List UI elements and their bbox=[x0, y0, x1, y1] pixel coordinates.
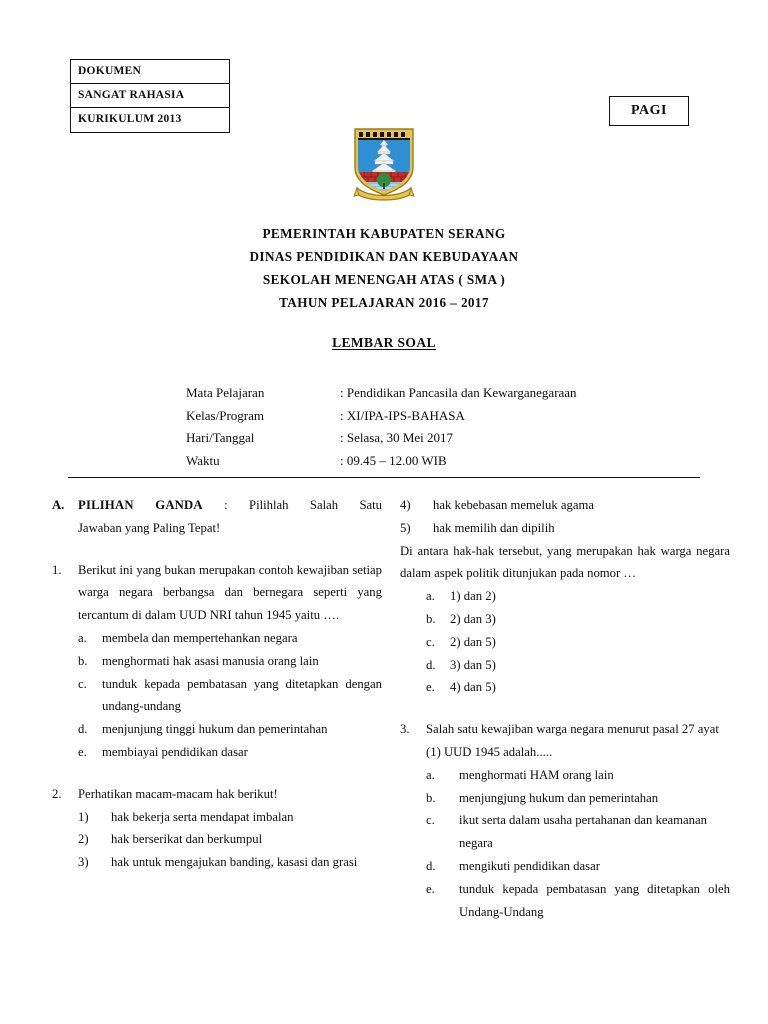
option-text: ikut serta dalam usaha pertahanan dan keamanan negara bbox=[459, 813, 708, 851]
meta-value-time: : 09.45 – 12.00 WIB bbox=[340, 452, 447, 468]
question-3-option-d[interactable] bbox=[400, 855, 730, 878]
option-text: membiayai pendidikan dasar bbox=[102, 744, 248, 759]
meta-label-class: Kelas/Program bbox=[186, 407, 264, 423]
section-letter: A. bbox=[52, 498, 65, 512]
option-key: b. bbox=[78, 653, 88, 668]
meta-row-class bbox=[186, 405, 656, 428]
document-classification-box bbox=[70, 59, 230, 133]
meta-label-time: Waktu bbox=[186, 452, 220, 468]
question-columns bbox=[0, 494, 768, 1014]
question-2-item-2 bbox=[52, 828, 382, 851]
option-key: c. bbox=[426, 634, 435, 649]
option-text: tunduk kepada pembatasan yang ditetapkan oleh Undang-Undang bbox=[459, 881, 730, 919]
question-3-stem bbox=[400, 718, 730, 764]
meta-value-class: : XI/IPA-IPS-BAHASA bbox=[340, 407, 465, 423]
item-key: 2) bbox=[78, 832, 89, 847]
question-2-option-d[interactable] bbox=[400, 654, 730, 677]
heading-line-dinas: DINAS PENDIDIKAN DAN KEBUDAYAAN bbox=[249, 249, 519, 264]
option-key: c. bbox=[426, 813, 435, 828]
question-3-text: Salah satu kewajiban warga negara menurut pasal 27 ayat (1) UUD 1945 adalah..... bbox=[426, 722, 719, 759]
meta-label-subject: Mata Pelajaran bbox=[186, 385, 265, 400]
option-key: c. bbox=[78, 676, 87, 691]
exam-metadata bbox=[186, 382, 656, 472]
question-1-option-e[interactable] bbox=[52, 741, 382, 764]
emblem-container bbox=[0, 126, 768, 202]
section-title: PILIHAN GANDA bbox=[78, 498, 203, 512]
question-2-items bbox=[52, 806, 382, 874]
question-2-item-5 bbox=[400, 517, 730, 540]
meta-value-date: : Selasa, 30 Mei 2017 bbox=[340, 430, 454, 445]
institution-heading bbox=[0, 222, 768, 314]
option-text: menjunjung tinggi hukum dan pemerintahan bbox=[102, 722, 328, 737]
question-1-option-d[interactable] bbox=[52, 718, 382, 741]
question-2-option-e[interactable] bbox=[400, 676, 730, 699]
classification-line-dokumen: DOKUMEN bbox=[71, 60, 229, 84]
classification-line-sangat-rahasia: SANGAT RAHASIA bbox=[71, 84, 229, 108]
item-text: hak untuk mengajukan banding, kasasi dan grasi bbox=[111, 855, 358, 870]
section-heading-pilihan-ganda bbox=[52, 494, 382, 540]
question-3-options bbox=[400, 764, 730, 924]
question-2-option-b[interactable] bbox=[400, 608, 730, 631]
option-text: 1) dan 2) bbox=[450, 589, 496, 604]
question-1-option-a[interactable] bbox=[52, 627, 382, 650]
classification-line-kurikulum: KURIKULUM 2013 bbox=[78, 113, 182, 125]
option-key: d. bbox=[426, 858, 436, 873]
session-badge: PAGI bbox=[609, 96, 689, 126]
option-text: 2) dan 5) bbox=[450, 634, 496, 649]
question-1-option-b[interactable] bbox=[52, 650, 382, 673]
question-1-text: Berikut ini yang bukan merupakan contoh kewajiban setiap warga negara berbangsa dan bernegara seperti yang tercantum di dalam UUD NRI tahun 1945 yaitu …. bbox=[78, 562, 382, 623]
item-text: hak kebebasan memeluk agama bbox=[433, 498, 594, 512]
item-text: hak bekerja serta mendapat imbalan bbox=[111, 809, 294, 824]
kabupaten-serang-coat-of-arms-icon bbox=[353, 126, 415, 202]
question-2-option-c[interactable] bbox=[400, 631, 730, 654]
question-2-number: 2. bbox=[52, 786, 62, 801]
item-key: 3) bbox=[78, 855, 89, 870]
question-3 bbox=[400, 718, 730, 923]
meta-row-time bbox=[186, 450, 656, 473]
option-text: menjungjung hukum dan pemerintahan bbox=[459, 790, 659, 805]
section-instruction-line2: Jawaban yang Paling Tepat! bbox=[78, 520, 221, 535]
question-3-option-e[interactable] bbox=[400, 878, 730, 924]
option-key: a. bbox=[78, 630, 87, 645]
question-3-option-a[interactable] bbox=[400, 764, 730, 787]
question-2-continuation bbox=[400, 494, 730, 699]
option-key: b. bbox=[426, 611, 436, 626]
item-key: 5) bbox=[400, 520, 411, 535]
question-2 bbox=[52, 783, 382, 874]
question-2-text: Perhatikan macam-macam hak berikut! bbox=[78, 786, 278, 801]
heading-line-sekolah: SEKOLAH MENENGAH ATAS ( SMA ) bbox=[262, 272, 506, 287]
option-key: d. bbox=[426, 657, 436, 672]
meta-label-date: Hari/Tanggal bbox=[186, 430, 255, 445]
question-2-lead-in: Di antara hak-hak tersebut, yang merupakan hak warga negara dalam aspek politik ditunjukan pada nomor … bbox=[400, 543, 730, 581]
question-1-number: 1. bbox=[52, 562, 62, 577]
option-key: a. bbox=[426, 767, 435, 782]
right-column bbox=[400, 494, 730, 923]
option-key: d. bbox=[78, 722, 88, 737]
option-text: menghormati HAM orang lain bbox=[459, 767, 614, 782]
heading-line-tahun: TAHUN PELAJARAN 2016 – 2017 bbox=[279, 295, 489, 310]
item-text: hak memilih dan dipilih bbox=[433, 520, 555, 535]
question-2-item-3 bbox=[52, 851, 382, 874]
item-key: 4) bbox=[400, 498, 411, 512]
question-1 bbox=[52, 559, 382, 764]
option-text: menghormati hak asasi manusia orang lain bbox=[102, 653, 319, 668]
option-text: 4) dan 5) bbox=[450, 680, 496, 695]
sheet-title: LEMBAR SOAL bbox=[332, 335, 436, 350]
question-1-option-c[interactable] bbox=[52, 673, 382, 719]
question-3-number: 3. bbox=[400, 722, 410, 737]
heading-line-pemerintah: PEMERINTAH KABUPATEN SERANG bbox=[262, 226, 506, 241]
option-text: tunduk kepada pembatasan yang ditetapkan dengan undang-undang bbox=[102, 676, 382, 714]
option-key: e. bbox=[426, 680, 435, 695]
question-2-item-1 bbox=[52, 806, 382, 829]
question-2-option-a[interactable] bbox=[400, 585, 730, 608]
option-text: 2) dan 3) bbox=[450, 611, 496, 626]
item-key: 1) bbox=[78, 809, 89, 824]
question-1-stem bbox=[52, 559, 382, 627]
left-column bbox=[52, 494, 382, 874]
meta-row-date bbox=[186, 427, 656, 450]
question-3-option-b[interactable] bbox=[400, 787, 730, 810]
option-key: b. bbox=[426, 790, 436, 805]
question-2-item-4 bbox=[400, 494, 730, 517]
question-2-stem bbox=[52, 783, 382, 806]
option-text: 3) dan 5) bbox=[450, 657, 496, 672]
header-divider bbox=[68, 477, 700, 478]
meta-value-subject: : Pendidikan Pancasila dan Kewarganegaraan bbox=[340, 385, 577, 400]
option-key: e. bbox=[426, 881, 435, 896]
question-2-options bbox=[400, 585, 730, 699]
question-1-options bbox=[52, 627, 382, 764]
meta-row-subject bbox=[186, 382, 656, 405]
question-3-option-c[interactable] bbox=[400, 809, 730, 855]
option-key: e. bbox=[78, 744, 87, 759]
item-text: hak berserikat dan berkumpul bbox=[111, 832, 263, 847]
option-key: a. bbox=[426, 589, 435, 604]
option-text: mengikuti pendidikan dasar bbox=[459, 858, 600, 873]
section-instruction-line1: : Pilihlah Salah Satu bbox=[224, 498, 383, 512]
option-text: membela dan mempertehankan negara bbox=[102, 630, 298, 645]
